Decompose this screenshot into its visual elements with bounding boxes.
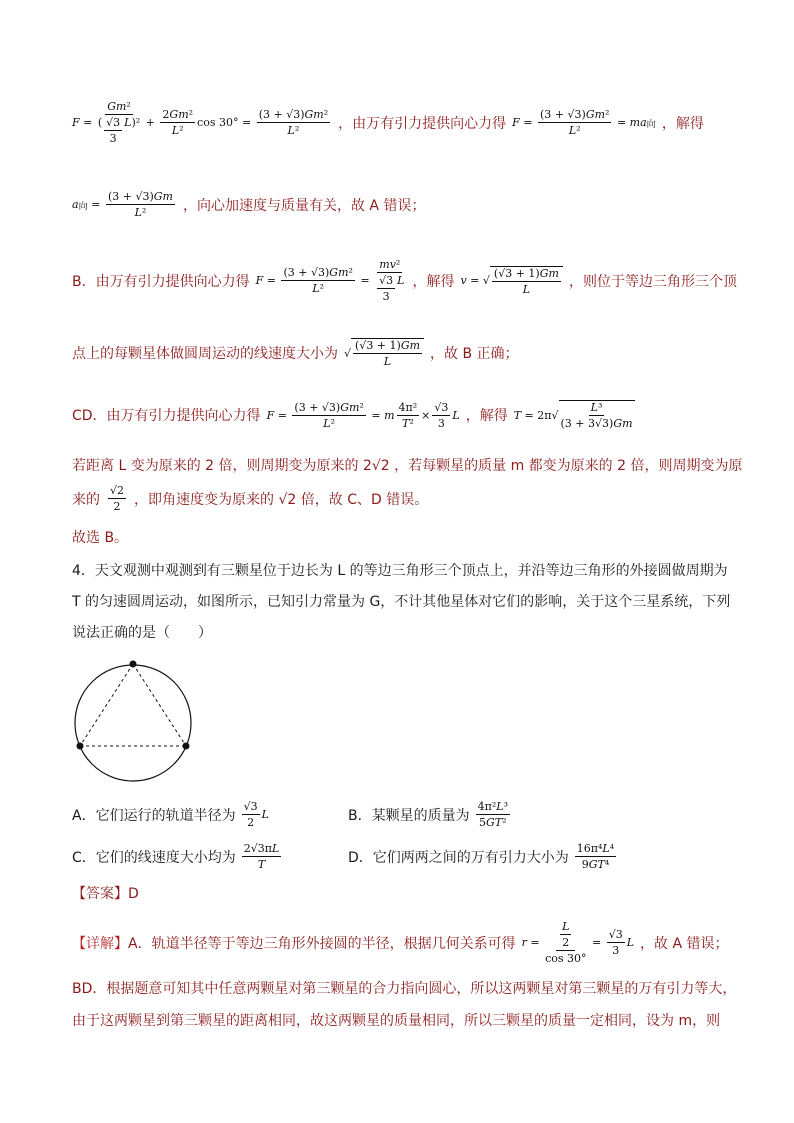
sol3-lineCD-mid: ，解得 [465,408,508,424]
sol3-lineCD3-head: 来的 [72,491,100,508]
three-star-diagram [72,658,222,786]
sol3-lineCD2: 若距离 L 变为原来的 2 倍，则周期变为原来的 2√2 ，若每颗星的质量 m 都变为原来的 2 倍，则周期变为原 [72,458,743,474]
formula-B-v: v = √ $\frac{(√3 + 1)Gm}{L}$ [460,266,562,296]
sol3-lineCD3-tail: ，即角速度变为原来的 √2 倍，故 C、D 错误。 [134,491,429,508]
triangle-side-left [80,664,133,746]
formula-a: a 向 = $\frac{(3 + √3)Gm}{\text{L²}}$ [72,190,173,219]
sol3-conclusion: 故选 B。 [72,530,129,546]
option-B[interactable] [348,800,512,829]
star-right [183,743,190,750]
option-B-formula: $\frac{\text{4π²L³}}{\text{5GT²}}$ [477,800,508,829]
option-D-label: D．它们两两之间的万有引力大小为 [348,849,569,866]
sol3-line1-tail: ，解得 [661,115,704,132]
sol3-lineB-mid: ，解得 [412,273,455,290]
formula-B-force: F = $\frac{\text{(3 + √3)Gm²}}{\text{L²}}$ = mv² $\frac{√3}{3}$ L [255,258,405,303]
option-C-formula: $\frac{2√3\pi L}{T}$ [243,842,280,871]
option-D[interactable] [348,842,618,871]
formula-F-ma: F = $\frac{\text{(3 + √3)Gm²}}{\text{L²}}$ = ma 向 [512,108,656,137]
formula-r: r = $\frac{\frac{L}{2}}{\cos 30^\circ}$ = $\frac{√3}{3}$ L [521,920,635,965]
option-A-label: A．它们运行的轨道半径为 [72,807,236,824]
sol3-lineB2 [72,338,519,368]
formula-B2-v: √ $\frac{(√3 + 1)Gm}{L}$ [344,338,424,368]
formula-CD-force: F = $\frac{\text{(3 + √3)Gm²}}{\text{L²}}$ = m $\frac{\text{4π²}}{\text{T²}}$ × $\frac{√3}{3}$ L [266,400,460,430]
star-top [130,661,137,668]
q4-answer: 【答案】D [72,886,139,902]
q4-detail-A [72,920,729,965]
sol3-lineB2-head: 点上的每颗星体做圆周运动的线速度大小为 [72,346,338,362]
sol3-lineB-head: B．由万有引力提供向心力得 [72,273,250,290]
option-A-formula: $\frac{√3}{2}$ L [243,800,269,829]
sol3-lineCD3 [72,484,428,513]
sol3-lineCD [72,400,635,430]
sol3-line1 [72,100,704,145]
orbit-circle [75,665,191,781]
sol3-line1-text: ，由万有引力提供向心力得 [338,115,507,132]
option-B-label: B．某颗星的质量为 [348,807,470,824]
option-D-formula: $\frac{\text{16π⁴L⁴}}{\text{9GT⁴}}$ [576,842,615,871]
sol3-lineB-tail: ，则位于等边三角形三个顶 [568,273,737,290]
sol3-line2 [72,190,425,219]
q4-detail-A-tail: ，故 A 错误； [640,935,729,952]
star-left [77,743,84,750]
formula-CD-T: T = 2π√ $\frac{\text{L³}}{(3 + 3√3)Gm}$ [513,401,633,430]
q4-stem-1: 4．天文观测中观测到有三颗星位于边长为 L 的等边三角形三个顶点上，并沿等边三角形的外接圆做周期为 [72,563,728,579]
option-C-label: C．它们的线速度大小均为 [72,849,236,866]
option-A[interactable] [72,800,269,829]
sol3-lineB [72,258,737,303]
q4-detail-A-text: A．轨道半径等于等边三角形外接圆的半径，根据几何关系可得 [128,935,516,952]
formula-sqrt2-over-2: $\frac{√2}{2}$ [110,484,125,513]
sol3-line2-text: ，向心加速度与质量有关，故 A 错误； [182,197,426,214]
q4-stem-3: 说法正确的是（ ） [72,625,212,641]
sol3-lineCD-head: CD．由万有引力提供向心力得 [72,408,261,424]
q4-stem-2: T 的匀速圆周运动，如图所示，已知引力常量为 G，不计其他星体对它们的影响，关于这个三星系统，下列 [72,594,731,610]
option-C[interactable] [72,842,283,871]
triangle-side-right [133,664,186,746]
q4-detail-BD-1: BD．根据题意可知其中任意两颗星对第三颗星的合力指向圆心，所以这两颗星对第三颗星的万有引力等大， [72,981,737,997]
q4-detail-BD-2: 由于这两颗星到第三颗星的距离相同，故这两颗星的质量相同，所以三颗星的质量一定相同，设为 m，则 [72,1013,721,1029]
formula-F-sum: F = Gm² ( $\frac{√3}{3}$ L)² + $\frac{\text{2Gm²}}{\text{L²}}$ cos 30° = $\frac{\text{(3 + √3)Gm²}}{\text{L²}}$ [72,100,329,145]
sol3-lineB2-tail: ，故 B 正确； [430,346,519,362]
q4-detail-label: 【详解】 [72,935,128,952]
